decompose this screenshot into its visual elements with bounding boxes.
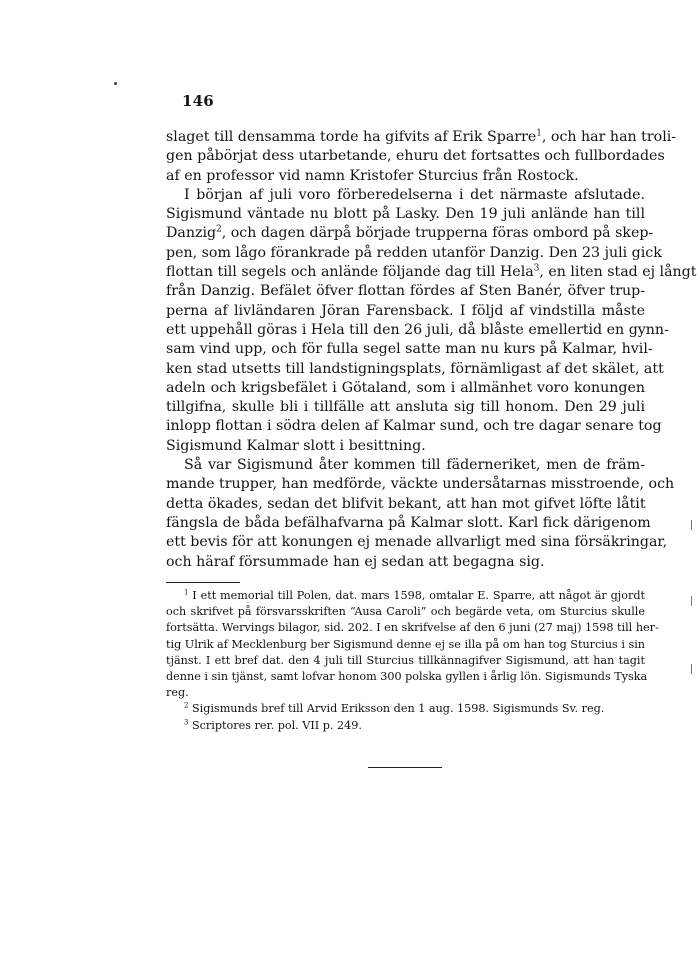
page-number: 146 [182,92,214,110]
scan-edge-mark [691,596,692,606]
text-line: ett bevis för att konungen ej menade allvarligt med sina försäkringar, [166,534,668,551]
text-line: Danzig$^2$, och dagen därpå började trupperna föras ombord på skep- [166,224,654,242]
text-line: slaget till densamma torde ha gifvits af Erik Sparre$^1$, och har han troli- [166,128,677,145]
end-rule [368,767,442,768]
text-line: inlopp flottan i södra delen af Kalmar sund, och tre dagar senare tog [166,418,662,435]
text-line: och häraf försummade han ej sedan att begagna sig. [166,553,545,570]
footnote-line: fortsätta. Wervings bilagor, sid. 202. I en skrifvelse af den 6 juni (27 maj) 1598 till her- [166,621,659,635]
body-text [166,128,697,572]
footnote-line: och skrifvet på försvarsskriften “Ausa Caroli” och begärde veta, om Sturcius skulle [166,605,645,619]
text-line: ett uppehåll göras i Hela till den 26 juli, då blåste emellertid en gynn- [166,321,669,338]
footnote-line: denne i sin tjänst, samt lofvar honom 300 polska gyllen i årlig lön. Sigismunds Tyska [166,670,648,684]
text-line: detta ökades, sedan det blifvit bekant, att han mot gifvet löfte låtit [166,495,646,512]
text-line: pen, som lågo förankrade på redden utanför Danzig. Den 23 juli gick [166,244,662,261]
text-line: I början af juli voro förberedelserna i det närmaste afslutade. [184,186,645,203]
text-line: Så var Sigismund åter kommen till fäderneriket, men de främ- [184,457,645,474]
text-line: Sigismund Kalmar slott i besittning. [166,437,426,454]
text-line: fängsla de båda befälhafvarna på Kalmar slott. Karl fick därigenom [166,514,651,531]
text-line: sam vind upp, och för fulla segel satte man nu kurs på Kalmar, hvil- [166,341,653,358]
footnote-divider [166,582,240,583]
text-line: adeln och krigsbefälet i Götaland, som i allmänhet voro konungen [166,379,645,396]
text-line: af en professor vid namn Kristofer Sturcius från Rostock. [166,167,579,184]
text-line: tillgifna, skulle bli i tillfälle att ansluta sig till honom. Den 29 juli [166,399,645,416]
footnote-line: tjänst. I ett bref dat. den 4 juli till Sturcius tillkännagifver Sigismund, att han tagit [166,653,645,667]
scan-speck [114,82,117,85]
text-line: ken stad utsetts till landstigningsplats, förnämligast af det skälet, att [166,360,664,377]
text-line: från Danzig. Befälet öfver flottan fördes af Sten Banér, öfver trup- [166,283,645,300]
text-line: mande trupper, han medförde, väckte undersåtarnas misstroende, och [166,476,675,493]
text-line: gen påbörjat dess utarbetande, ehuru det fortsattes och fullbordades [166,148,665,165]
footnote-line: $^3$ Scriptores rer. pol. VII p. 249. [184,717,362,732]
footnote-line: reg. [166,686,189,700]
text-line: perna af livländaren Jöran Farensback. I följd af vindstilla måste [166,302,645,319]
scan-edge-mark [691,520,692,530]
text-line: flottan till segels och anlände följande dag till Hela$^3$, en liten stad ej långt [166,263,697,281]
footnote-line: tig Ulrik af Mecklenburg ber Sigismund denne ej se illa på om han tog Sturcius i sin [166,637,646,651]
text-line: Sigismund väntade nu blott på Lasky. Den 19 juli anlände han till [166,206,645,223]
footnote-line: $^2$ Sigismunds bref till Arvid Eriksson den 1 aug. 1598. Sigismunds Sv. reg. [184,701,605,716]
footnote-line: $^1$ I ett memorial till Polen, dat. mars 1598, omtalar E. Sparre, att något är gjordt [184,588,645,602]
footnotes [166,588,659,734]
scan-edge-mark [691,664,692,674]
